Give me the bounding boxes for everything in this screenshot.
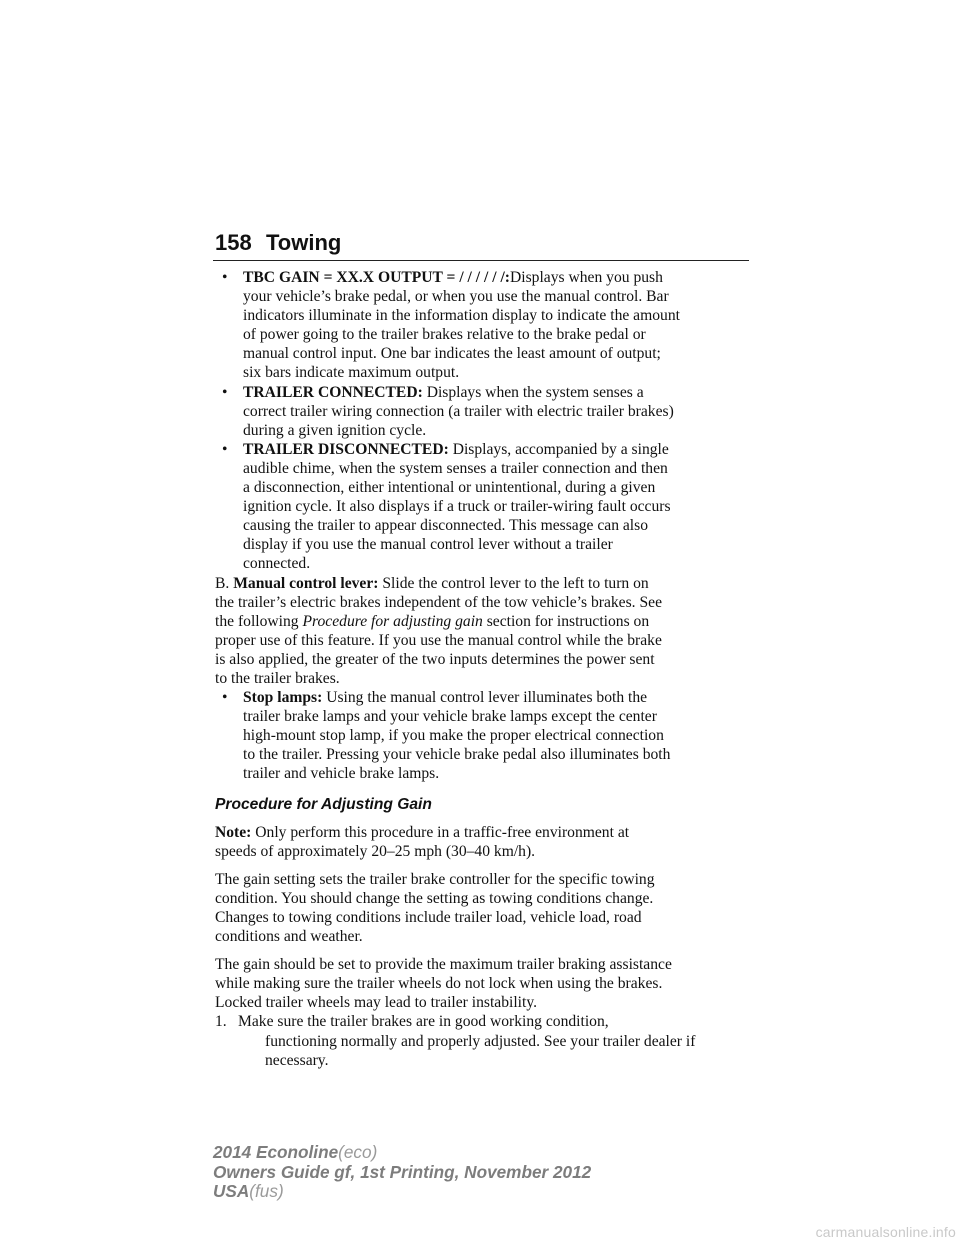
page-number: 158	[215, 230, 252, 255]
step-1	[215, 1012, 752, 1069]
bullet-text: of power going to the trailer brakes relative to the brake pedal or	[243, 326, 646, 344]
page-header	[213, 228, 749, 261]
bullet-term: TBC GAIN = XX.X OUTPUT = / / / / / /:	[243, 269, 511, 286]
bullet-text: trailer and vehicle brake lamps.	[243, 765, 440, 783]
bullet-text: trailer brake lamps and your vehicle brake lamps except the center	[243, 708, 657, 726]
bullet-text: to the trailer. Pressing your vehicle brake pedal also illuminates both	[243, 746, 671, 764]
paragraph-gain-setting	[215, 870, 752, 946]
section-title: Towing	[266, 230, 342, 255]
paragraph-text: while making sure the trailer wheels do not lock when using the brakes.	[215, 975, 663, 993]
paragraph-text: Only perform this procedure in a traffic-free environment at	[255, 823, 630, 841]
paragraph-text: speeds of approximately 20–25 mph (30–40 km/h).	[215, 842, 536, 860]
paragraph-text: to the trailer brakes.	[215, 669, 340, 687]
section-b-prefix: B.	[215, 574, 230, 592]
footer-guide: Owners Guide gf, 1st Printing, November 2012	[213, 1161, 592, 1182]
bullet-text: connected.	[243, 555, 311, 573]
paragraph-text: The gain should be set to provide the maximum trailer braking assistance	[215, 956, 672, 974]
paragraph-text: conditions and weather.	[215, 928, 363, 946]
step-text: necessary.	[265, 1051, 329, 1069]
bullet-term: Stop lamps:	[243, 689, 323, 707]
bullet-trailer-connected	[222, 383, 752, 440]
section-b-term: Manual control lever:	[233, 574, 379, 592]
bullet-stop-lamps	[222, 688, 752, 783]
footer-market-code: (fus)	[249, 1181, 284, 1201]
paragraph-note	[215, 823, 752, 861]
bullet-text: Displays when you push	[510, 269, 663, 286]
paragraph-text: Changes to towing conditions include trailer load, vehicle load, road	[215, 909, 642, 926]
subheading-procedure: Procedure for Adjusting Gain	[215, 795, 432, 813]
paragraph-text: is also applied, the greater of the two inputs determines the power sent	[215, 650, 655, 668]
bullet-text: audible chime, when the system senses a trailer connection and then	[243, 459, 668, 477]
paragraph-text: the following	[215, 612, 299, 630]
page-footer	[213, 1143, 591, 1202]
footer-model: 2014 Econoline	[213, 1142, 339, 1162]
bullet-text: high-mount stop lamp, if you make the proper electrical connection	[243, 727, 664, 745]
step-number: 1.	[215, 1013, 227, 1031]
paragraph-text: section for instructions on	[486, 612, 650, 630]
step-text: functioning normally and properly adjusted. See your trailer dealer if	[265, 1032, 696, 1050]
bullet-text: indicators illuminate in the information display to indicate the amount	[243, 307, 680, 325]
bullet-text: correct trailer wiring connection (a trailer with electric trailer brakes)	[243, 402, 674, 420]
paragraph-text: The gain setting sets the trailer brake controller for the specific towing	[215, 870, 655, 888]
cross-reference-text: Procedure for adjusting gain	[302, 612, 483, 630]
bullet-text: during a given ignition cycle.	[243, 421, 427, 439]
paragraph-gain-maximum	[215, 955, 752, 1012]
footer-market: USA	[213, 1181, 250, 1201]
paragraph-text: Slide the control lever to the left to turn on	[382, 574, 649, 592]
bullet-dot-icon: •	[222, 269, 228, 286]
paragraph-text: the trailer’s electric brakes independent of the tow vehicle’s brakes. See	[215, 593, 662, 611]
bullet-text: six bars indicate maximum output.	[243, 364, 460, 382]
paragraph-text: proper use of this feature. If you use the manual control while the brake	[215, 631, 662, 649]
footer-model-code: (eco)	[338, 1142, 378, 1162]
paragraph-text: condition. You should change the setting as towing conditions change.	[215, 889, 654, 907]
page-content	[215, 268, 752, 1070]
bullet-text: Displays, accompanied by a single	[452, 440, 669, 458]
bullet-dot-icon: •	[222, 440, 228, 458]
paragraph-manual-control-lever	[215, 574, 752, 689]
bullet-text: Displays when the system senses a	[426, 383, 644, 401]
bullet-text: causing the trailer to appear disconnected. This message can also	[243, 517, 649, 535]
note-label: Note:	[215, 823, 252, 841]
bullet-text: manual control input. One bar indicates the least amount of output;	[243, 345, 661, 363]
bullet-term: TRAILER DISCONNECTED:	[243, 440, 449, 458]
bullet-dot-icon: •	[222, 689, 228, 707]
bullet-tbc-gain	[222, 268, 752, 383]
bullet-text: your vehicle’s brake pedal, or when you use the manual control. Bar	[243, 288, 669, 306]
bullet-text: a disconnection, either intentional or unintentional, during a given	[243, 479, 656, 497]
bullet-text: ignition cycle. It also displays if a truck or trailer-wiring fault occurs	[243, 498, 671, 516]
bullet-dot-icon: •	[222, 383, 228, 401]
paragraph-text: Locked trailer wheels may lead to trailer instability.	[215, 994, 538, 1012]
bullet-text: Using the manual control lever illuminates both the	[326, 689, 648, 707]
watermark-text: carmanualsonline.info	[815, 1224, 956, 1240]
bullet-trailer-disconnected	[222, 440, 752, 574]
footer-model-line	[213, 1143, 591, 1163]
step-text: Make sure the trailer brakes are in good working condition,	[238, 1013, 609, 1031]
bullet-term: TRAILER CONNECTED:	[243, 383, 423, 401]
bullet-text: display if you use the manual control lever without a trailer	[243, 536, 613, 554]
footer-market-line	[213, 1182, 591, 1202]
